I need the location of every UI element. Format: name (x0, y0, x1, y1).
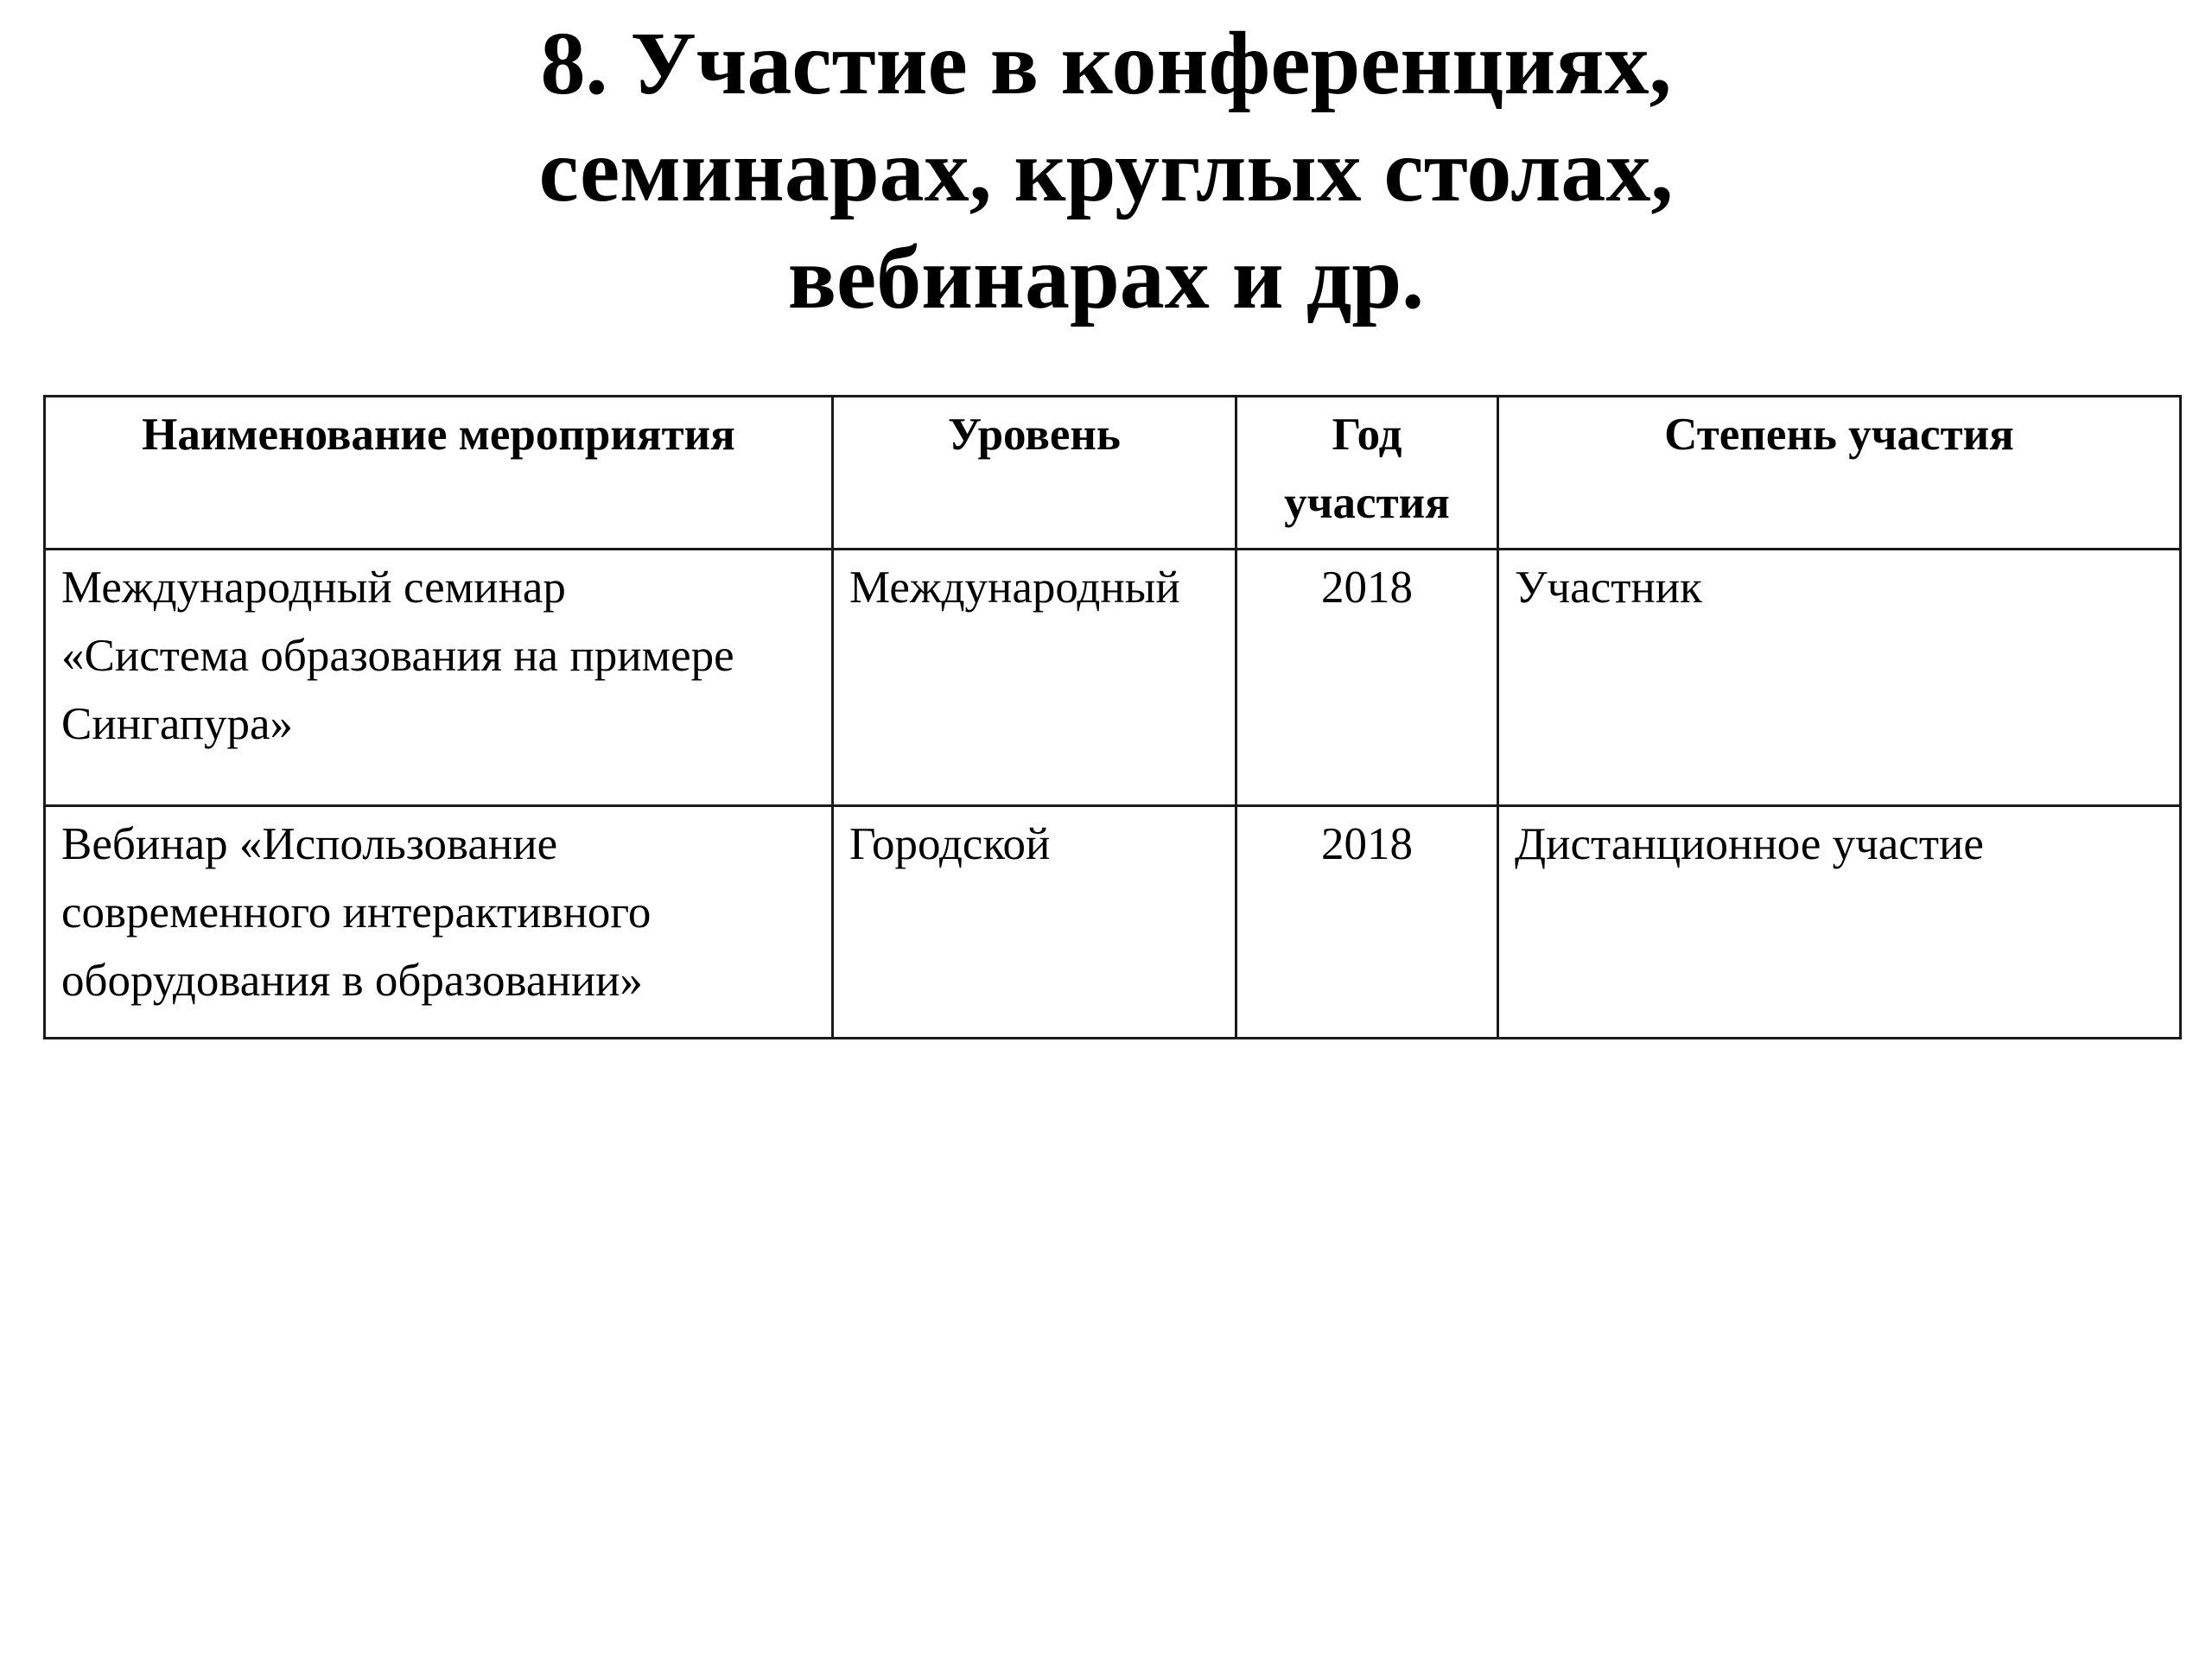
cell-year: 2018 (1236, 550, 1498, 806)
header-level: Уровень (833, 397, 1236, 550)
cell-participation-degree: Участник (1498, 550, 2181, 806)
participation-table-container (43, 395, 2179, 1039)
header-year-line-1: Год (1332, 410, 1402, 460)
cell-level: Городской (833, 806, 1236, 1039)
header-event-name: Наименование мероприятия (45, 397, 833, 550)
table-row (45, 550, 2181, 806)
header-year-line-2: участия (1284, 478, 1450, 528)
header-year (1236, 397, 1498, 550)
participation-table (43, 395, 2182, 1039)
title-line-3: вебинарах и др. (787, 228, 1425, 327)
page-title (0, 10, 2212, 332)
cell-participation-degree: Дистанционное участие (1498, 806, 2181, 1039)
cell-event-name: Вебинар «Использование современного интерактивного оборудования в образовании» (45, 806, 833, 1039)
table-header-row (45, 397, 2181, 550)
cell-level: Международный (833, 550, 1236, 806)
title-line-1: 8. Участие в конференциях, (540, 14, 1672, 113)
cell-year: 2018 (1236, 806, 1498, 1039)
table-row (45, 806, 2181, 1039)
header-participation-degree: Степень участия (1498, 397, 2181, 550)
cell-event-name: Международный семинар «Система образования на примере Сингапура» (45, 550, 833, 806)
title-line-2: семинарах, круглых столах, (538, 121, 1674, 220)
